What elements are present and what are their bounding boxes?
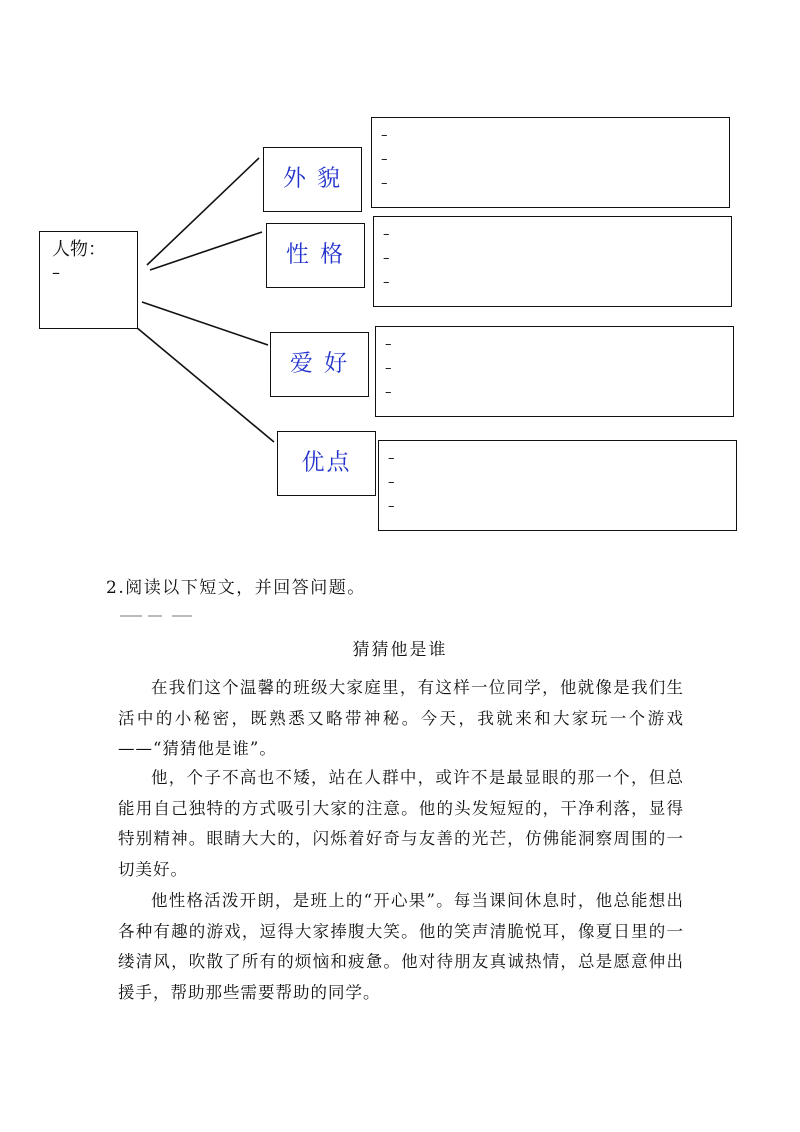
category-label-merit: 优点 xyxy=(301,449,352,476)
connector-line-appearance xyxy=(147,158,259,265)
answer-line: – xyxy=(383,227,390,242)
answer-line: – xyxy=(381,176,388,191)
connector-line-merit xyxy=(136,327,274,442)
category-box-hobby xyxy=(270,332,369,397)
category-label-hobby: 爱 好 xyxy=(289,350,350,377)
answer-line: – xyxy=(381,152,388,167)
story-title: 猜猜他是谁 xyxy=(352,640,448,660)
answer-box-hobby[interactable] xyxy=(375,326,734,417)
faint-scan-mark xyxy=(120,615,200,621)
answer-box-personality[interactable] xyxy=(373,216,732,307)
answer-line: – xyxy=(385,385,392,400)
story-paragraph: 他，个子不高也不矮，站在人群中，或许不是最显眼的那一个，但总能用自己独特的方式吸引大家的注意。他的头发短短的，干净利落，显得特别精神。眼睛大大的，闪烁着好奇与友善的光芒，仿佛能洞察周围的一切美好。 xyxy=(118,768,684,879)
answer-line: – xyxy=(381,128,388,143)
answer-line: – xyxy=(385,361,392,376)
answer-box-appearance[interactable] xyxy=(371,117,730,208)
answer-line: – xyxy=(388,475,395,490)
connector-line-hobby xyxy=(142,302,268,345)
category-box-appearance xyxy=(263,147,362,212)
answer-line: – xyxy=(388,499,395,514)
category-box-merit xyxy=(277,431,376,496)
answer-line: – xyxy=(388,451,395,466)
answer-line: – xyxy=(383,251,390,266)
category-box-personality xyxy=(266,223,365,288)
answer-line: – xyxy=(383,275,390,290)
connector-line-personality xyxy=(150,232,262,270)
person-dash: – xyxy=(52,263,60,282)
question-title: 2.阅读以下短文，并回答问题。 xyxy=(106,578,366,598)
answer-line: – xyxy=(385,337,392,352)
story-paragraph: 在我们这个温馨的班级大家庭里，有这样一位同学，他就像是我们生活中的小秘密，既熟悉又略带神秘。今天，我就来和大家玩一个游戏——“猜猜他是谁”。 xyxy=(118,678,684,758)
person-label: 人物： xyxy=(52,239,106,260)
person-box[interactable] xyxy=(39,231,138,329)
category-label-personality: 性 格 xyxy=(285,241,346,268)
story-paragraph: 他性格活泼开朗，是班上的“开心果”。每当课间休息时，他总能想出各种有趣的游戏，逗得大家捧腹大笑。他的笑声清脆悦耳，像夏日里的一缕清风，吹散了所有的烦恼和疲惫。他对待朋友真诚热情，总是愿意伸出援手，帮助那些需要帮助的同学。 xyxy=(118,891,684,1002)
answer-box-merit[interactable] xyxy=(378,440,737,531)
category-label-appearance: 外 貌 xyxy=(282,165,343,192)
